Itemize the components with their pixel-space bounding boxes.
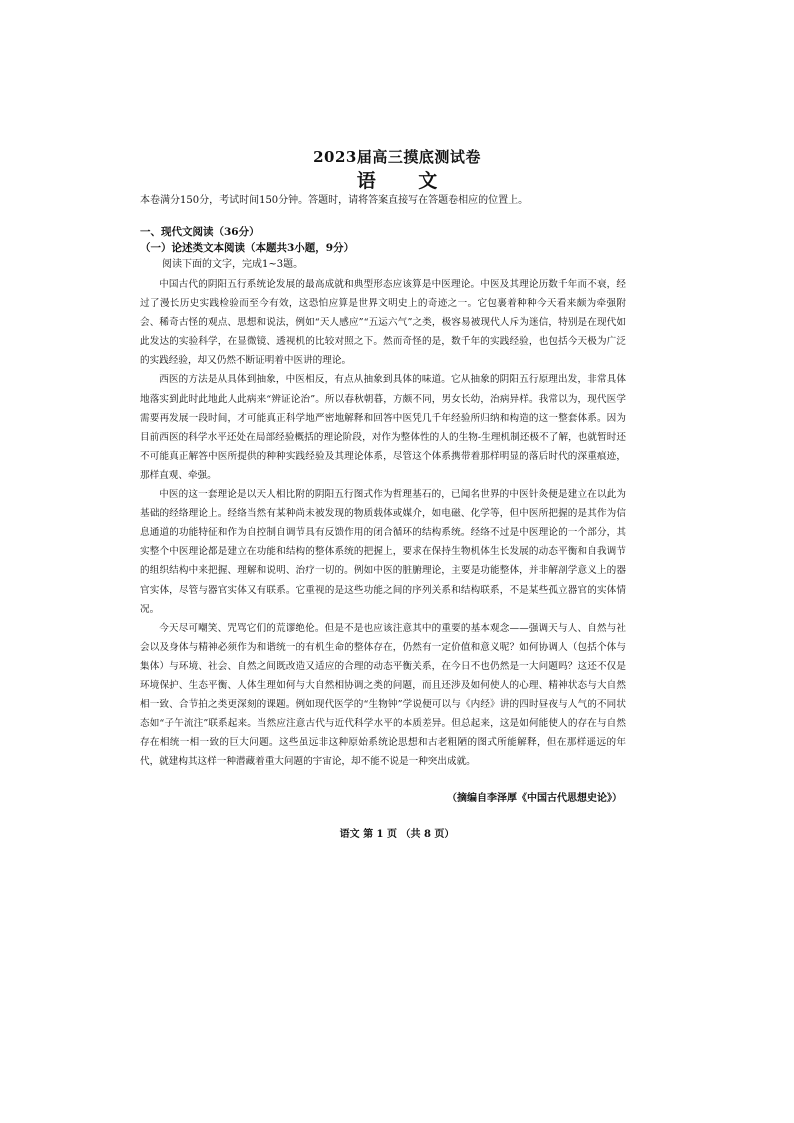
- passage-paragraph: 中医的这一套理论是以天人相比附的阴阳五行图式作为哲理基石的，已闻名世界的中医针灸便是建立在以此为基础的经络理论上。经络当然有某种尚未被发现的物质载体或媒介，如电磁、化学等，但中医所把握的是其作为信息通道的功能特征和作为自控制自调节具有反馈作用的闭合循环的结构系统。经络不过是中医理论的一个部分，其实整个中医理论都是建立在功能和结构的整体系统的把握上，要求在保持生物机体生长发展的动态平衡和自我调节的组织结构中来把握、理解和说明、治疗一切的。例如中医的脏腑理论，主要是功能整体，并非解剖学意义上的器官实体，尽管与器官实体又有联系。它重视的是这些功能之间的序列关系和结构联系，不是某些孤立器官的实体情况。: [140, 489, 626, 615]
- passage-paragraph: 中国古代的阴阳五行系统论发展的最高成就和典型形态应该算是中医理论。中医及其理论历数千年而不衰，经过了漫长历史实践检验而至今有效，这恐怕应算是世界文明史上的奇迹之一。它包裹着种种今天看来颇为牵强附会、稀奇古怪的观点、思想和说法，例如“天人感应”“五运六气”之类，极容易被现代人斥为迷信，特别是在现代如此发达的实验科学，在显微镜、透视机的比较对照之下。然而奇怪的是，数千年的实践经验，也包括今天极为广泛的实践经验，却又仍然不断证明着中医讲的理论。: [140, 279, 626, 367]
- passage-paragraph: 西医的方法是从具体到抽象，中医相反，有点从抽象到具体的味道。它从抽象的阴阳五行原理出发，非常具体地落实到此时此地此人此病来“辨证论治”。所以春秋朝暮，方颇不同，男女长幼，治病异样。我常以为，现代医学需要再发展一段时间，才可能真正科学地严密地解释和回答中医凭几千年经验所归纳和构造的这一整套体系。因为目前西医的科学水平还处在局部经验概括的理论阶段，对作为整体性的人的生物-生理机制还极不了解，也就暂时还不可能真正解答中医所提供的种种实践经验及其理论体系，尽管这个体系携带着那样明显的落后时代的深重痕迹，那样直观、牵强。: [140, 374, 626, 481]
- reading-instruction: 阅读下面的文字，完成1~3题。: [162, 259, 304, 270]
- reading-passage: [140, 275, 626, 771]
- subject-title: 语 文: [356, 170, 456, 192]
- subsection-heading: （一）论述类文本阅读（本题共3小题，9分）: [140, 242, 355, 254]
- page-footer: 语文 第 1 页 （共 8 页）: [339, 829, 455, 840]
- exam-title: 2023届高三摸底测试卷: [313, 148, 481, 166]
- section-heading: 一、现代文阅读（36分）: [140, 226, 260, 238]
- passage-paragraph: 今天尽可嘲笑、咒骂它们的荒谬绝伦。但是不是也应该注意其中的重要的基本观念——强调天与人、自然与社会以及身体与精神必须作为和谐统一的有机生命的整体存在，仍然有一定价值和意义呢？如何协调人（包括个体与集体）与环境、社会、自然之间既改造又适应的合理的动态平衡关系，在今日不也仍然是一大问题吗？这还不仅是环境保护、生态平衡、人体生理如何与大自然相协调之类的问题，而且还涉及如何使人的心理、精神状态与大自然相一致、合节拍之类更深刻的课题。例如现代医学的“生物钟”学说便可以与《内经》讲的四时昼夜与人气的不同状态如“子午流注”联系起来。当然应注意古代与近代科学水平的本质差异。但总起来，这是如何能使人的存在与自然存在相统一相一致的巨大问题。这些虽远非这种原始系统论思想和古老粗陋的图式所能解释，但在那样遥远的年代，就建构其这样一种潜藏着重大问题的宇宙论，却不能不说是一种突出成就。: [140, 622, 626, 768]
- exam-instructions: 本卷满分150分，考试时间150分钟。答题时，请将答案直接写在答题卷相应的位置上。: [140, 195, 529, 206]
- passage-source: （摘编自李泽厚《中国古代思想史论》）: [447, 793, 622, 804]
